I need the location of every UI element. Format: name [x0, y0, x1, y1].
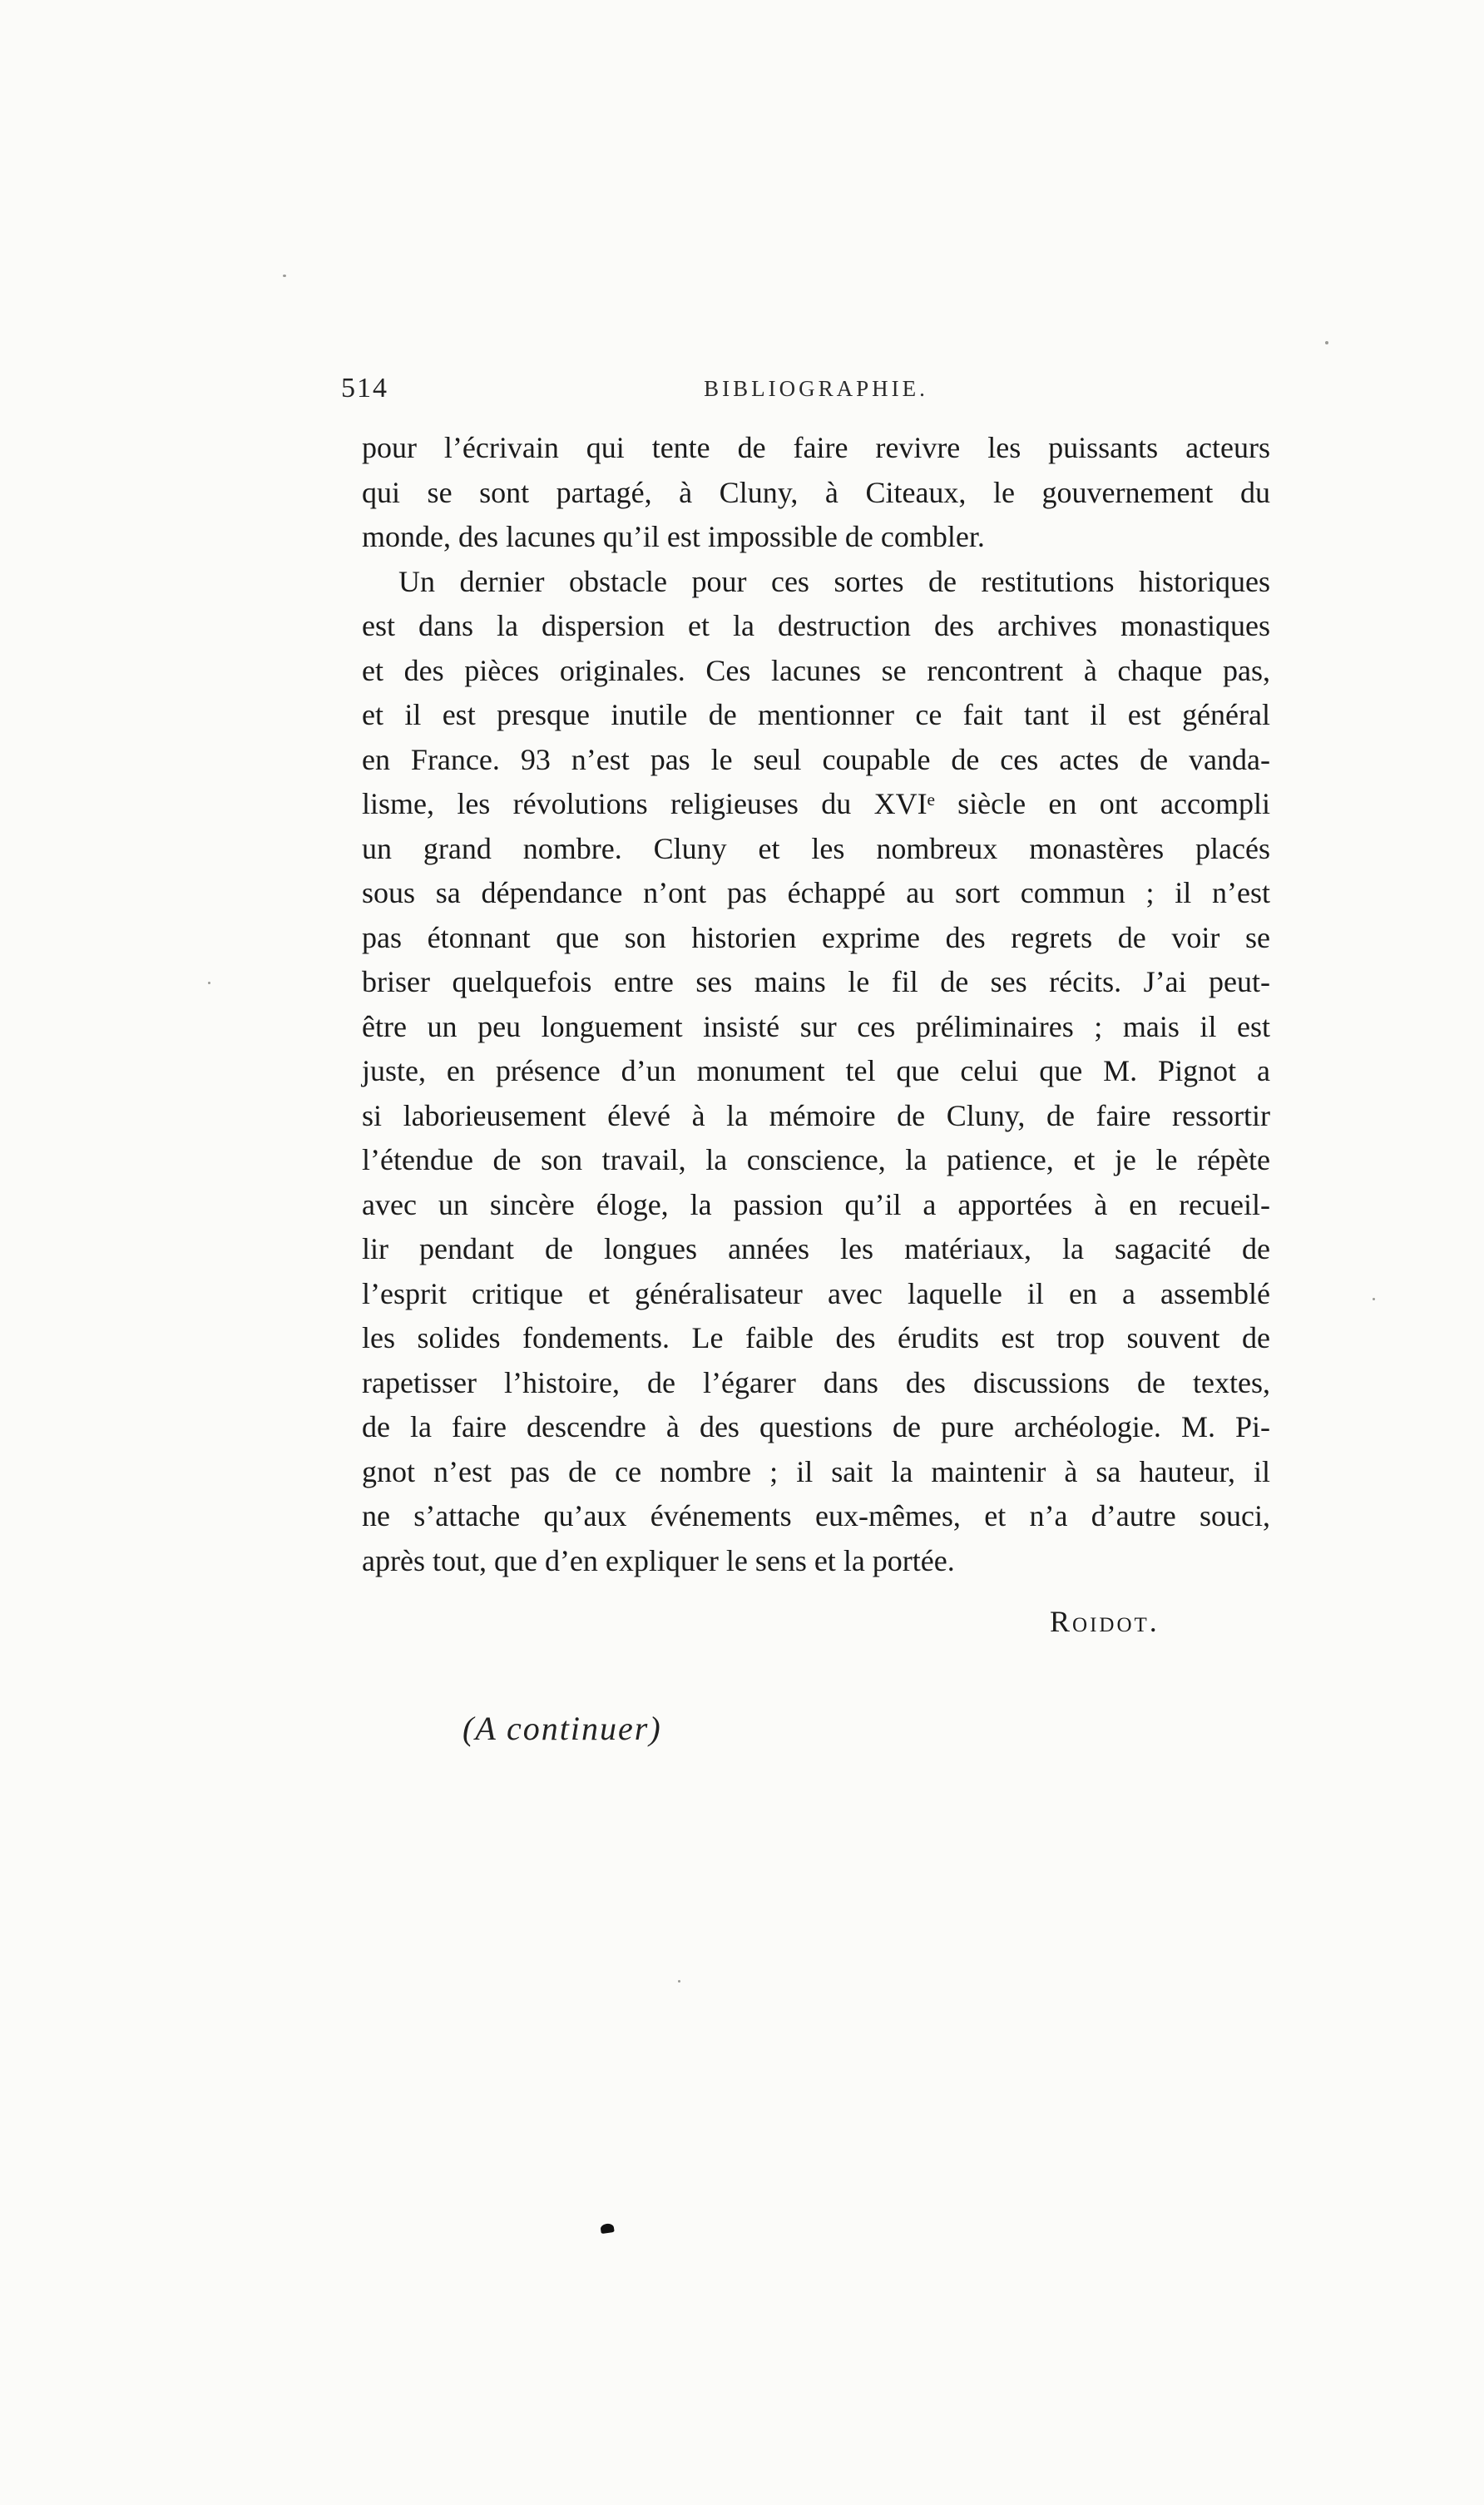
text-line: si laborieusement élevé à la mémoire de Cluny, de faire ressortir [362, 1098, 1270, 1132]
text-line: et des pièces originales. Ces lacunes se rencontrent à chaque pas, [362, 653, 1270, 687]
continuation-note: (A continuer) [463, 1710, 662, 1747]
text-line: en France. 93 n’est pas le seul coupable de ces actes de vanda- [362, 742, 1270, 776]
text-line: est dans la dispersion et la destruction des archives monastiques [362, 609, 1270, 642]
text-line: lisme, les révolutions religieuses du XVIᵉ siècle en ont accompli [362, 787, 1270, 820]
text-line: un grand nombre. Cluny et les nombreux monastères placés [362, 831, 1270, 865]
text-line: l’esprit critique et généralisateur avec laquelle il en a assemblé [362, 1276, 1270, 1310]
text-line: pas étonnant que son historien exprime des regrets de voir se [362, 920, 1270, 954]
scan-speck [1325, 341, 1328, 344]
running-title: BIBLIOGRAPHIE. [704, 376, 928, 401]
body-text [362, 426, 1270, 1583]
text-line: être un peu longuement insisté sur ces préliminaires ; mais il est [362, 1009, 1270, 1043]
scan-speck [283, 275, 286, 277]
text-line: les solides fondements. Le faible des érudits est trop souvent de [362, 1321, 1270, 1354]
text-line: gnot n’est pas de ce nombre ; il sait la maintenir à sa hauteur, il [362, 1454, 1270, 1488]
text-line: ne s’attache qu’aux événements eux-mêmes, et n’a d’autre souci, [362, 1499, 1270, 1532]
page-number: 514 [341, 373, 388, 403]
text-line: monde, des lacunes qu’il est impossible de combler. [362, 520, 985, 553]
text-line: l’étendue de son travail, la conscience, la patience, et je le répète [362, 1143, 1270, 1176]
text-line: lir pendant de longues années les matériaux, la sagacité de [362, 1232, 1270, 1265]
scan-speck [208, 982, 210, 984]
scan-speck [678, 1980, 680, 1983]
text-line: avec un sincère éloge, la passion qu’il a apportées à en recueil- [362, 1187, 1270, 1221]
text-line: et il est presque inutile de mentionner ce fait tant il est général [362, 698, 1270, 731]
text-line: juste, en présence d’un monument tel que celui que M. Pignot a [362, 1054, 1270, 1087]
ink-spot [600, 2223, 614, 2234]
text-line: pour l’écrivain qui tente de faire revivre les puissants acteurs [362, 431, 1270, 464]
text-line: après tout, que d’en expliquer le sens et la portée. [362, 1543, 955, 1577]
text-line: Un dernier obstacle pour ces sortes de restitutions historiques [398, 564, 1270, 598]
text-line: de la faire descendre à des questions de pure archéologie. M. Pi- [362, 1410, 1270, 1443]
scan-speck [1373, 1298, 1375, 1300]
text-line: briser quelquefois entre ses mains le fil de ses récits. J’ai peut- [362, 965, 1270, 998]
text-line: rapetisser l’histoire, de l’égarer dans des discussions de textes, [362, 1365, 1270, 1399]
text-line: qui se sont partagé, à Cluny, à Citeaux, le gouvernement du [362, 475, 1270, 509]
text-line: sous sa dépendance n’ont pas échappé au sort commun ; il n’est [362, 876, 1270, 909]
author-signature: Roidot. [1050, 1605, 1160, 1638]
